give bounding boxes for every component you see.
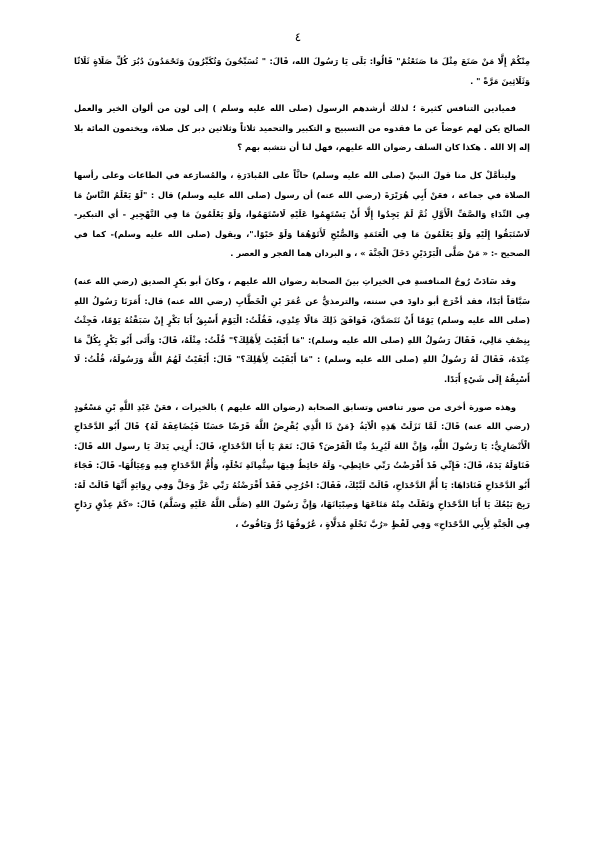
paragraph-hadith-tasbih-ending (74, 52, 530, 91)
hadith-quote-text: مِنْكُمْ إِلَّا مَنْ صَنَعَ مِثْلَ مَا صَنَعْتُمْ" قَالُوا: بَلَى يَا رَسُولَ الله، قَالَ: " تُسَبِّحُونَ وَتُكَبِّرُونَ وَتَحْمَدُونَ دُبُرَ كُلِّ صَلَاةٍ ثَلَاثًا وَثَلَاثِينَ مَرَّةً " . (74, 56, 530, 86)
body-text: وهذه صورة أخرى من صور تنافس وتسابق الصحابة (رضوان الله عليهم ) بالخيرات ، فعَنْ عَبْدِ اللَّهِ بْنِ مَسْعُودٍ (رضي الله عنه) قَالَ: (74, 401, 531, 432)
page-content (74, 52, 530, 543)
page-number: ٤ (294, 30, 302, 44)
body-text: - أي التبكير- (74, 209, 131, 220)
hadith-quote-text: لَاسْتَبَقُوا إِلَيْهِ وَلَوْ يَعْلَمُونَ مَا فِي الْعَتَمَةِ وَالصُّبْحِ لَأَتَوْهُمَا وَلَوْ حَبْوًا (256, 228, 530, 239)
body-text: وليتأمَّلْ كل منا قولَ النبيِّ (صلى الله عليه وسلم) حاثَّاً على المُبادَرَةِ ، والمُسارَعة في الطاعات وعلى رأسها الصلاة في جماعة ، فعَنْ أَبِي هُرَيْرَةَ (رضي الله عنه) أن رسول (صلى الله عليه وسلم) قال : (74, 169, 530, 200)
hadith-quote-text: أَمَرَنَا رَسُولُ اللهِ (صلى الله عليه وسلم) يَوْمًا أَنْ نَتَصَدَّقَ، فَوَافَقَ ذَلِكَ مَالًا عِنْدِي، فَقُلْتُ: الْيَوْمَ أَسْبِقُ أَبَا بَكْرٍ إِنْ سَبَقْتُهُ يَوْمًا، فَجِئْتُ بِنِصْفِ مَالِي، فَقَالَ رَسُولُ اللهِ (صلى الله عليه وسلم): "مَا أَبْقَيْتَ لِأَهْلِكَ؟" قُلْتُ: مِثْلَهُ، قَالَ: وَأَتَى أَبُو بَكْرٍ بِكُلِّ مَا عِنْدَهُ، فَقَالَ لَهُ رَسُولُ اللهِ (صلى الله عليه وسلم) : "مَا أَبْقَيْتَ لِأَهْلِكَ؟" قَالَ: أَبْقَيْتُ لَهُمُ اللَّهَ وَرَسُولَهُ، قُلْتُ: لَا أَسْبِقُهُ إِلَى شَيْءٍ أَبَدًا. (74, 295, 530, 384)
paragraph-fields-of-competition (74, 99, 530, 158)
hadith-quote-text: لَمَّا نَزَلَتْ هَذِهِ الْآيَةُ {مَنْ ذَا الَّذِي يُقْرِضُ اللَّهَ قَرْضًا حَسَنًا فَيُضَاعِفَهُ لَهُ} قَالَ أَبُو الدَّحْدَاحِ الْأَنْصَارِيُّ: يَا رَسُولَ اللَّهِ، وَإِنَّ اللهَ لَيُرِيدُ مِنَّا الْقَرْضَ؟ قَالَ: نَعَمْ يَا أَبَا الدَّحْدَاحِ، قَالَ: أَرِنِي يَدَكَ يَا رسول الله قَالَ: فَنَاوَلَهُ يَدَهُ، قَالَ: فَإِنِّي قَدْ أَقْرَضْتُ رَبِّي حَائِطِي- وَلَهُ حَائِطٌ فِيهَا سِتُّمِائَةِ نَخْلَةٍ، وَأُمُّ الدَّحْدَاحِ فِيهِ وَعِيَالُهَا- قَالَ: فَجَاءَ أَبُو الدَّحْدَاحِ فَنَادَاهَا: يَا أُمَّ الدَّحْدَاحِ، قَالَتْ لَبَّيْكَ، فَقَالَ: اخْرُجِي فَقَدْ أَقْرَضْتُهُ رَبِّي عَزَّ وَجَلَّ وَفِي رِوَايَةٍ أَنَّهَا قَالَتْ لَهُ: رَبِحَ بَيْعُكَ يَا أَبَا الدَّحْدَاحِ وَنَقَلَتْ مِنْهُ مَتَاعَهَا وَصِبْيَانَهَا، وَإِنَّ رَسُولَ اللهِ (صَلَّى اللَّهُ عَلَيْهِ وَسَلَّمَ) قَالَ: «كَمْ عِذْقٍ رَدَاحٍ فِي الْجَنَّةِ لِأَبِي الدَّحْدَاحِ» وَفِي لَفْظٍ «رُبَّ نَخْلَةٍ مُدَلَّاةٍ ، عُرُوقُهَا دُرٌّ وَيَاقُوتٌ ، (74, 421, 530, 530)
paragraph-abu-bakr-umar-charity (74, 272, 530, 390)
body-text: ."، ويقول (صلى الله عليه وسلم)- كما في الصحيح -: « مَنْ صَلَّى الْبَرْدَيْنِ دَخَلَ الْجَنَّةَ » ، و البردان هما الفجر و العصر . (74, 228, 530, 259)
paragraph-hastening-to-prayer (74, 166, 530, 264)
hadith-quote-text: "لَوْ يَعْلَمُ النَّاسُ مَا فِي النِّدَاءِ وَالصَّفِّ الْأَوَّلِ ثُمَّ لَمْ يَجِدُوا إِلَّا أَنْ يَسْتَهِمُوا عَلَيْهِ لَاسْتَهَمُوا، وَلَوْ يَعْلَمُونَ مَا فِي التَّهْجِيرِ (74, 189, 530, 220)
paragraph-abu-al-dahdah (74, 398, 530, 535)
body-text: فميادين التنافس كثيرة ؛ لذلك أرشدهم الرسول (صلى الله عليه وسلم ) إلى لون من ألوان الخير والعمل الصالح يكن لهم عوضاً عن ما فقدوه من التسبيح و التكبير والتحميد ثلاثاً وثلاثين دبر كل صلاة، ويختمون المائة بلا إله إلا الله . هكذا كان السلف رضوان الله عليهم، فهل لنا أن نتشبه بهم ؟ (74, 103, 530, 153)
body-text: وقد سَادَتْ رُوحُ المنافسةِ في الخيراتِ بينَ الصحابة رضوان الله عليهم ، وكانَ أبو بكرٍ الصديق (رضي الله عنه) سَبَّاقاً أبَدًا، فقد أخْرَجَ أبو داودَ في سننه، والترمذيُّ عن عُمَرَ بْنِ الْخَطَّابِ (رضي الله عنه) قال: (74, 275, 530, 306)
